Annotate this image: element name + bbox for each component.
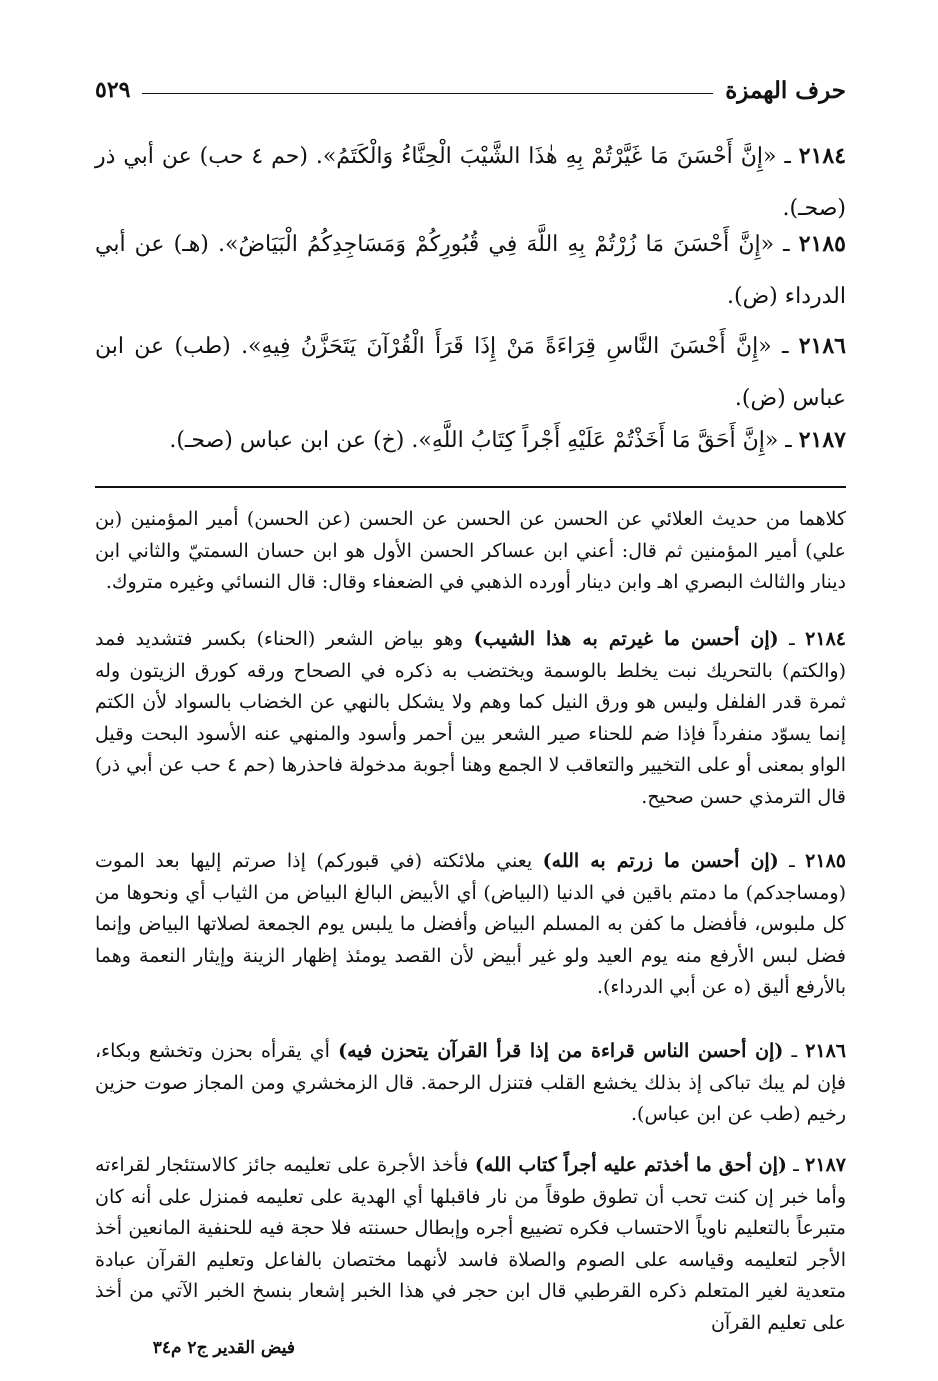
commentary-entry: ٢١٨٦ ـ (إن أحسن الناس قراءة من إذا قرأ القرآن يتحزن فيه) أي يقرأه بحزن وتخشع وبكاء، فإن لم يبك تباكى إذ بذلك يخشع القلب فتنزل الرحمة. قال الزمخشري ومن المجاز صوت حزين رخيم (طب عن ابن عباس). <box>95 1040 847 1125</box>
hadith-number: ٢١٨٥ <box>798 231 846 257</box>
chapter-title: حرف الهمزة <box>725 76 846 104</box>
commentary-lead: (إن أحسن ما زرتم به الله) <box>542 850 779 872</box>
commentary-text: يعني ملائكته (في قبوركم) إذا صرتم إليها بعد الموت (ومساجدكم) ما دمتم باقين في الدنيا (البياض) أي الأبيض البالغ البياض من الثياب أي ونحوها من كل ملبوس، فأفضل ما كفن به المسلم البياض وأفضل ما يلبس يوم الجمعة لصلاتها البياض وإنما فضل لبس الأرفع منه يوم العيد ولو غير أبيض لأن القصد يومئذ إظهار الزينة وإيثار النعمة وهما بالأرفع أليق (ه عن أبي الدرداء). <box>95 850 846 998</box>
hadith-text: «إِنَّ أَحْسَنَ النَّاسِ قِرَاءَةً مَنْ إِذَا قَرَأَ الْقُرْآنَ يَتَحَزَّنُ فِيهِ». (طب) عن ابن عباس (ض). <box>95 334 846 411</box>
commentary-text: أي يقرأه بحزن وتخشع وبكاء، فإن لم يبك تباكى إذ بذلك يخشع القلب فتنزل الرحمة. قال الزمخشري ومن المجاز صوت حزين رخيم (طب عن ابن عباس). <box>95 1040 846 1125</box>
hadith-entry: ٢١٨٧ ـ «إِنَّ أَحَقَّ مَا أَخَذْتُمْ عَلَيْهِ أَجْراً كِتَابُ اللَّهِ». (خ) عن ابن عباس (صحـ). <box>169 427 846 453</box>
header-rule <box>142 93 713 94</box>
commentary-number: ٢١٨٤ <box>805 628 846 650</box>
commentary-entry: ٢١٨٤ ـ (إن أحسن ما غيرتم به هذا الشيب) وهو بياض الشعر (الحناء) بكسر فتشديد فمد (والكتم) بالتحريك نبت يخلط بالوسمة ويختضب به ذكره في الصحاح ورقه كورق الزيتون وله ثمرة قدر الفلفل وليس هو ورق النيل كما وهم ولا يشكل بالنهي عن الخضاب بالسواد لأن الكتم إنما يسوّد منفرداً فإذا ضم للحناء صير الشعر بين أحمر وأسود والمنهي عنه الأسود البحت وقيل الواو بمعنى أو على التخيير والتعاقب لا الجمع وهنا أجوبة مدخولة فاحذرها (حم ٤ حب عن أبي ذر) قال الترمذي حسن صحيح. <box>95 628 847 808</box>
hadith-number: ٢١٨٤ <box>798 143 847 169</box>
hadith-text: «إِنَّ أَحْسَنَ مَا غَيَّرْتُمْ بِهِ هٰذَا الشَّيْبَ الْحِنَّاءُ وَالْكَتَمُ». (حم ٤ حب) عن أبي ذر (صحـ). <box>95 144 846 221</box>
commentary-number: ٢١٨٧ <box>805 1154 846 1176</box>
hadith-number: ٢١٨٦ <box>798 333 846 359</box>
commentary-text: وهو بياض الشعر (الحناء) بكسر فتشديد فمد (والكتم) بالتحريك نبت يخلط بالوسمة ويختضب به ذكره في الصحاح ورقه كورق الزيتون وله ثمرة قدر الفلفل وليس هو ورق النيل كما وهم ولا يشكل بالنهي عن الخضاب بالسواد لأن الكتم إنما يسوّد منفرداً فإذا ضم للحناء صير الشعر بين أحمر وأسود والمنهي عنه الأسود البحت وقيل الواو بمعنى أو على التخيير والتعاقب لا الجمع وهنا أجوبة مدخولة فاحذرها (حم ٤ حب عن أبي ذر) قال الترمذي حسن صحيح. <box>95 628 847 808</box>
commentary-intro: كلاهما من حديث العلائي عن الحسن عن الحسن عن الحسن (عن الحسن) أمير المؤمنين (بن علي) أمير المؤمنين ثم قال: أعني ابن عساكر الحسن الأول هو ابن حسان السمتيّ والثاني ابن دينار والثالث البصري اهـ وابن دينار أورده الذهبي في الضعفاء وقال: قال النسائي وغيره متروك. <box>95 508 846 593</box>
commentary-number: ٢١٨٦ <box>805 1040 847 1062</box>
hadith-entry: ٢١٨٥ ـ «إِنَّ أَحْسَنَ مَا زُرْتُمْ بِهِ اللَّهَ فِي قُبُورِكُمْ وَمَسَاجِدِكُمُ الْبَيَاضُ». (هـ) عن أبي الدرداء (ض). <box>95 231 846 309</box>
page-number: ٥٢٩ <box>95 77 131 103</box>
commentary-entry: ٢١٨٥ ـ (إن أحسن ما زرتم به الله) يعني ملائكته (في قبوركم) إذا صرتم إليها بعد الموت (ومساجدكم) ما دمتم باقين في الدنيا (البياض) أي الأبيض البالغ البياض من الثياب أي ونحوها من كل ملبوس، فأفضل ما كفن به المسلم البياض وأفضل ما يلبس يوم الجمعة لصلاتها البياض وإنما فضل لبس الأرفع منه يوم العيد ولو غير أبيض لأن القصد يومئذ إظهار الزينة وإيثار النعمة وهما بالأرفع أليق (ه عن أبي الدرداء). <box>95 850 846 998</box>
page-header <box>95 72 846 108</box>
commentary-text: فأخذ الأجرة على تعليمه جائز كالاستئجار لقراءته وأما خبر إن كنت تحب أن تطوق طوقاً من نار فاقبلها أي الهدية على تعليمه فمنزل على أنه كان متبرعاً بالتعليم ناوياً الاحتساب فكره تضييع أجره وإبطال حسنته فلا حجة فيه للحنفية المانعين أخذ الأجر لتعليمه وقياسه على الصوم والصلاة فاسد لأنهما مختصان بالفاعل وتعليم القرآن عبادة متعدية لغير المتعلم ذكره القرطبي قال ابن حجر في هذا الخبر إشعار بنسخ الخبر الآتي من أخذ على تعليم القرآن <box>95 1154 846 1334</box>
hadith-entry: ٢١٨٤ ـ «إِنَّ أَحْسَنَ مَا غَيَّرْتُمْ بِهِ هٰذَا الشَّيْبَ الْحِنَّاءُ وَالْكَتَمُ». (حم ٤ حب) عن أبي ذر (صحـ). <box>95 143 847 221</box>
commentary-lead: (إن أحق ما أخذتم عليه أجراً كتاب الله) <box>474 1154 787 1176</box>
hadith-entry: ٢١٨٦ ـ «إِنَّ أَحْسَنَ النَّاسِ قِرَاءَةً مَنْ إِذَا قَرَأَ الْقُرْآنَ يَتَحَزَّنُ فِيهِ». (طب) عن ابن عباس (ض). <box>95 333 846 411</box>
hadith-text: «إِنَّ أَحْسَنَ مَا زُرْتُمْ بِهِ اللَّهَ فِي قُبُورِكُمْ وَمَسَاجِدِكُمُ الْبَيَاضُ». (هـ) عن أبي الدرداء (ض). <box>95 232 846 309</box>
commentary-lead: (إن أحسن الناس قراءة من إذا قرأ القرآن يتحزن فيه) <box>338 1040 784 1062</box>
footer-signature: فيض القدير ج٢ م٣٤ <box>152 1338 295 1358</box>
hadith-number: ٢١٨٧ <box>798 427 846 453</box>
section-divider <box>95 486 846 488</box>
commentary-number: ٢١٨٥ <box>805 850 846 872</box>
commentary-entry: ٢١٨٧ ـ (إن أحق ما أخذتم عليه أجراً كتاب الله) فأخذ الأجرة على تعليمه جائز كالاستئجار لقراءته وأما خبر إن كنت تحب أن تطوق طوقاً من نار فاقبلها أي الهدية على تعليمه فمنزل على أنه كان متبرعاً بالتعليم ناوياً الاحتساب فكره تضييع أجره وإبطال حسنته فلا حجة فيه للحنفية المانعين أخذ الأجر لتعليمه وقياسه على الصوم والصلاة فاسد لأنهما مختصان بالفاعل وتعليم القرآن عبادة متعدية لغير المتعلم ذكره القرطبي قال ابن حجر في هذا الخبر إشعار بنسخ الخبر الآتي من أخذ على تعليم القرآن <box>95 1154 846 1334</box>
commentary-lead: (إن أحسن ما غيرتم به هذا الشيب) <box>473 628 779 650</box>
hadith-text: «إِنَّ أَحَقَّ مَا أَخَذْتُمْ عَلَيْهِ أَجْراً كِتَابُ اللَّهِ». (خ) عن ابن عباس (صحـ). <box>169 428 779 453</box>
